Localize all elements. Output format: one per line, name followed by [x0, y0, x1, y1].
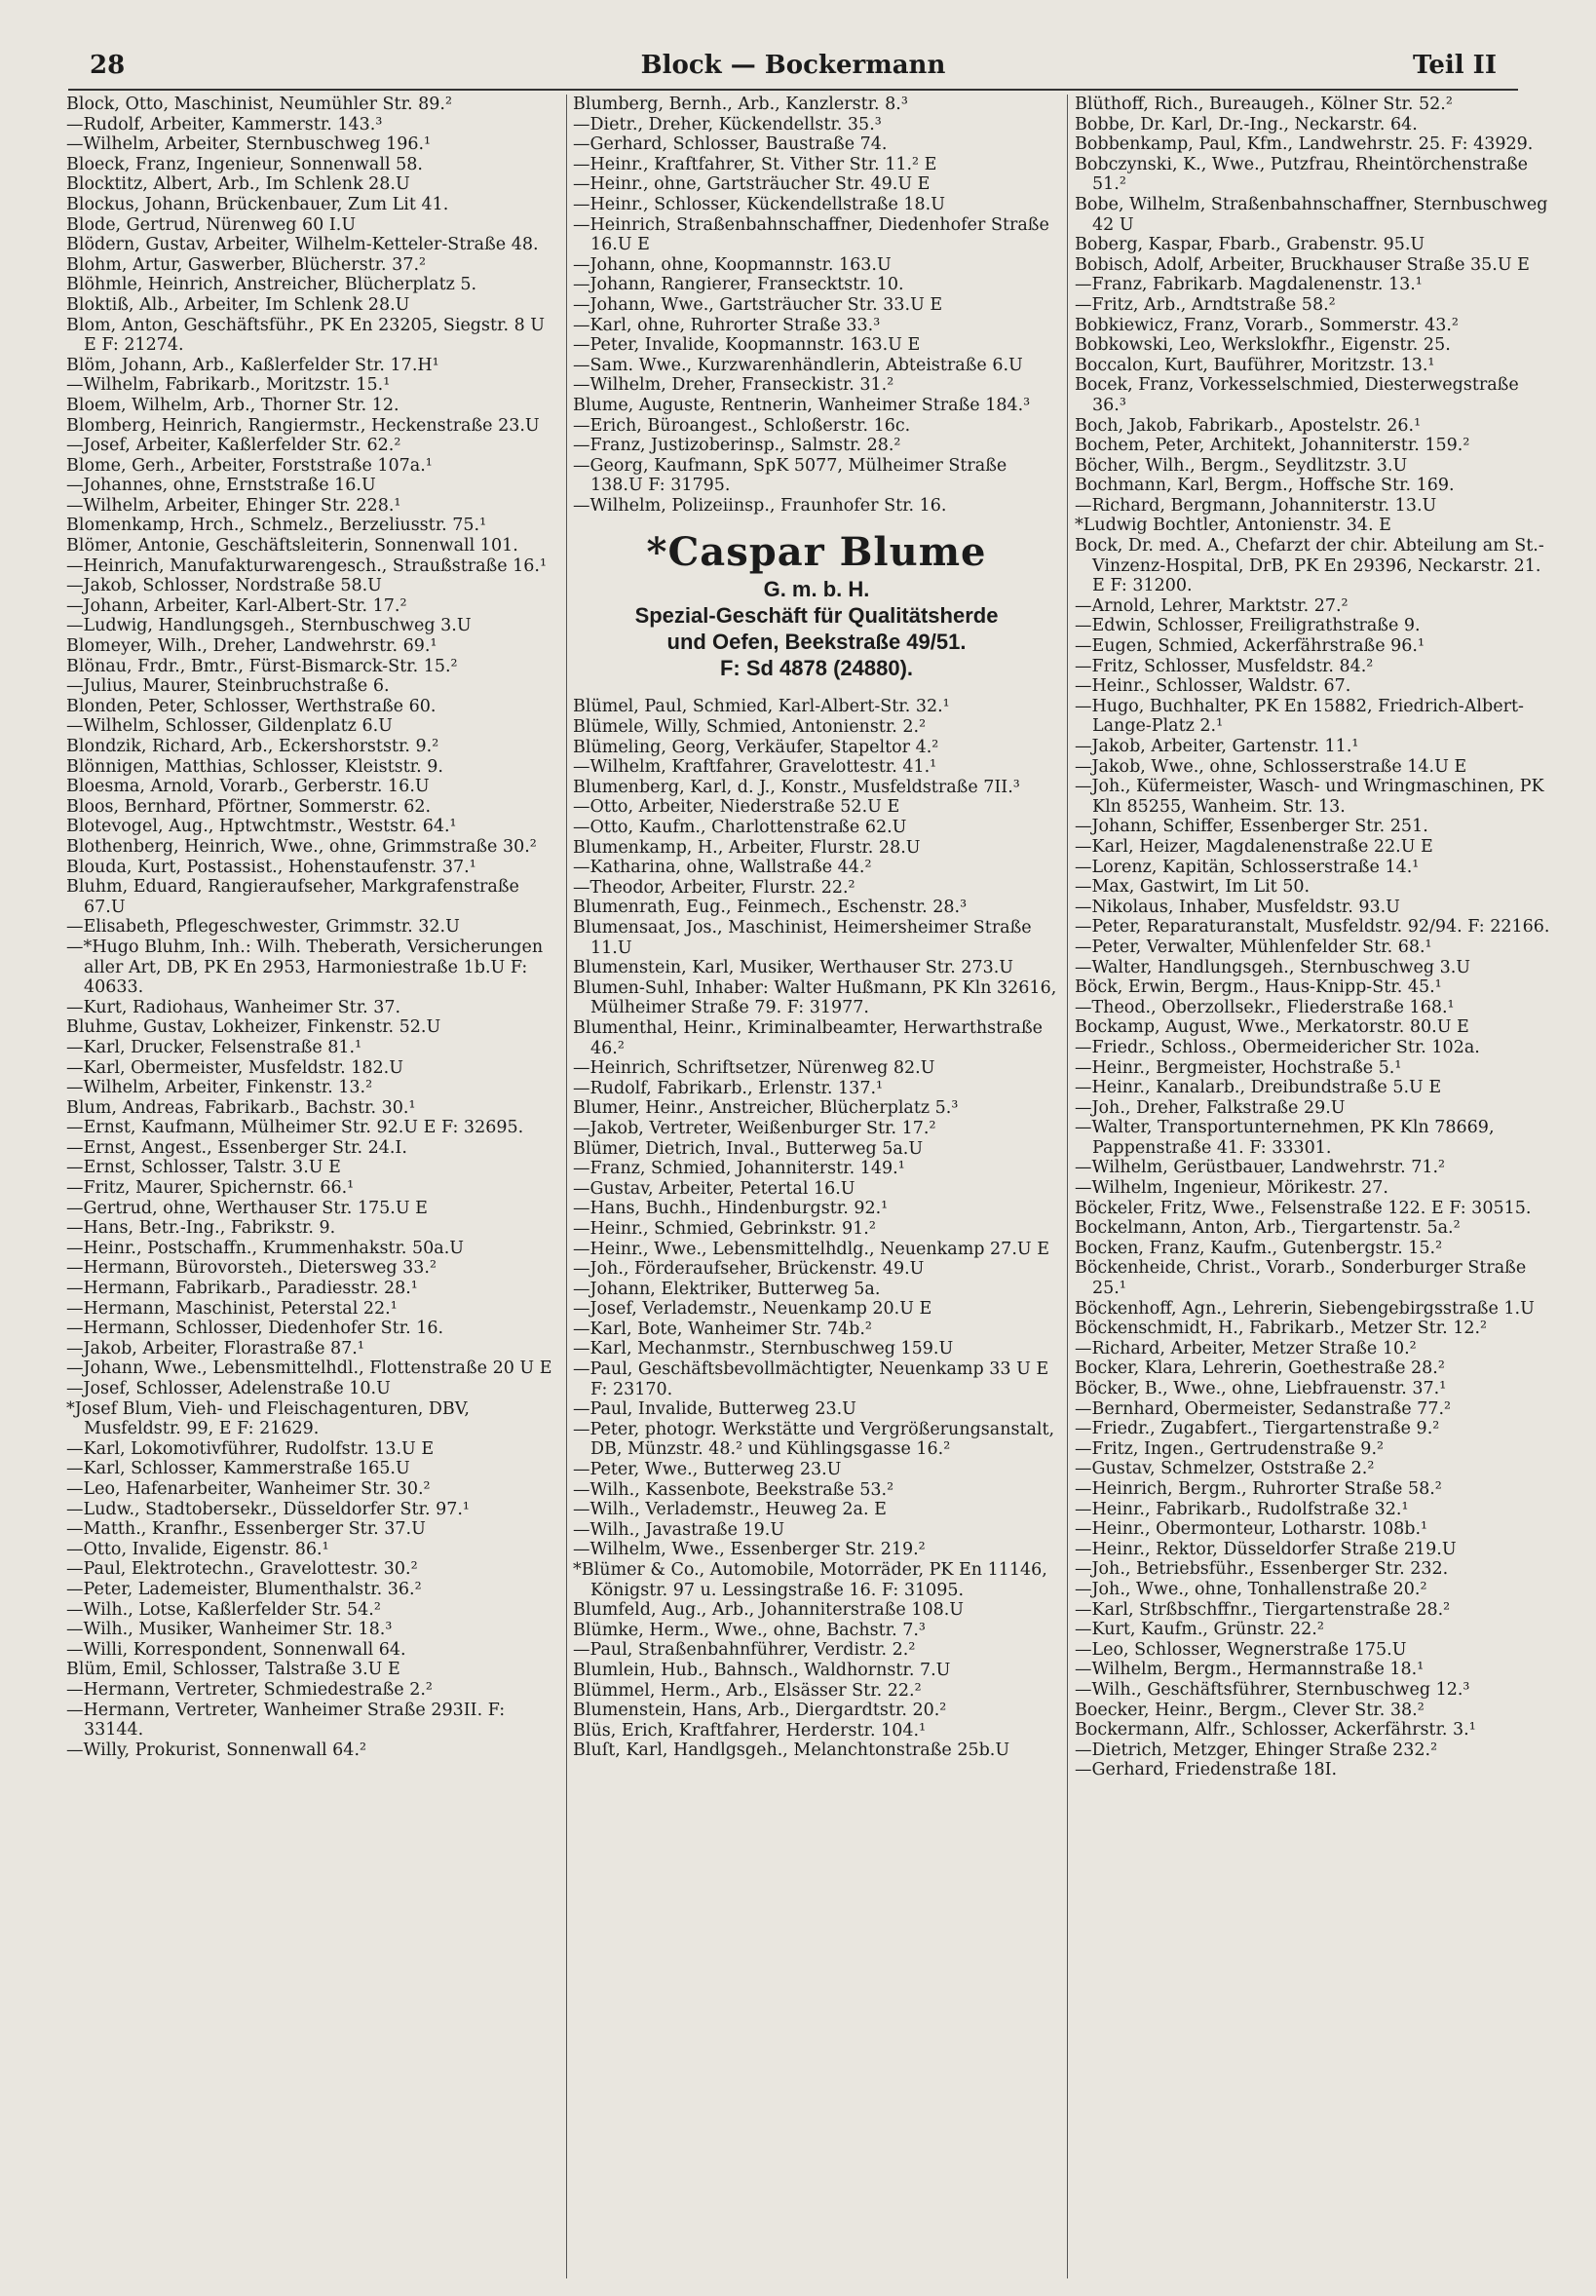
- directory-entry: —Peter, Wwe., Butterweg 23.U: [573, 1460, 842, 1480]
- column-3: [1075, 95, 1550, 2288]
- directory-entry: —Wilhelm, Polizeiinsp., Fraunhofer Str. 16.: [573, 495, 947, 516]
- directory-entry: Blumenkamp, H., Arbeiter, Flurstr. 28.U: [573, 837, 921, 858]
- directory-entry: —Peter, Reparaturanstalt, Musfeldstr. 92/94. F: 22166.: [1075, 917, 1550, 938]
- directory-entry: —Joh., Dreher, Falkstraße 29.U: [1075, 1097, 1346, 1118]
- directory-entry: Blondzik, Richard, Arb., Eckershorststr. 9.²: [66, 737, 439, 756]
- directory-entry: —Arnold, Lehrer, Marktstr. 27.²: [1075, 595, 1349, 616]
- directory-entry: —Paul, Elektrotechn., Gravelottestr. 30.²: [66, 1559, 418, 1580]
- directory-entry: —Peter, Lademeister, Blumenthalstr. 36.²: [66, 1579, 422, 1599]
- directory-entry: *Blümer & Co., Automobile, Motorräder, PK En 11146, Königstr. 97 u. Lessingstraße 16. F: 31095.: [573, 1560, 1047, 1600]
- directory-entry: —Fritz, Schlosser, Musfeldstr. 84.²: [1075, 656, 1374, 676]
- directory-entry: —Wilhelm, Arbeiter, Ehinger Str. 228.¹: [66, 495, 401, 516]
- directory-entry: —Otto, Invalide, Eigenstr. 86.¹: [66, 1539, 329, 1559]
- directory-entry: Böcher, Wilh., Bergm., Seydlitzstr. 3.U: [1075, 455, 1408, 476]
- directory-entry: Bloos, Bernhard, Pförtner, Sommerstr. 62.: [66, 796, 432, 817]
- directory-entry: —Heinr., Kraftfahrer, St. Vither Str. 11.² E: [573, 154, 937, 174]
- column-divider: [1067, 95, 1068, 2278]
- directory-entry: —Heinr., Postschaffn., Krummenhakstr. 50a.U: [66, 1238, 465, 1258]
- directory-entry: Blohm, Artur, Gaswerber, Blücherstr. 37.²: [66, 254, 427, 275]
- directory-entry: —Johann, Arbeiter, Karl-Albert-Str. 17.²: [66, 595, 407, 616]
- ad-description-line-2: und Oefen, Beekstraße 49/51.: [666, 630, 967, 655]
- directory-entry: —Paul, Geschäftsbevollmächtigter, Neuenkamp 33 U E F: 23170.: [573, 1359, 1049, 1399]
- directory-entry: Blomberg, Heinrich, Rangiermstr., Heckenstraße 23.U: [66, 415, 540, 436]
- directory-entry: Bluhm, Eduard, Rangieraufseher, Markgrafenstraße 67.U: [66, 877, 519, 917]
- directory-entry: —Paul, Invalide, Butterweg 23.U: [573, 1399, 856, 1420]
- directory-entry: Blümmel, Herm., Arb., Elsässer Str. 22.²: [573, 1680, 922, 1701]
- directory-entry: —Peter, photogr. Werkstätte und Vergrößerungsanstalt, DB, Münzstr. 48.² und Kühlingsgasse 16.²: [573, 1419, 1055, 1460]
- directory-entry: —Ernst, Schlosser, Talstr. 3.U E: [66, 1158, 341, 1178]
- directory-entry: —Wilh., Musiker, Wanheimer Str. 18.³: [66, 1620, 393, 1640]
- directory-entry: —Hugo, Buchhalter, PK En 15882, Friedrich-Albert-Lange-Platz 2.¹: [1075, 696, 1524, 737]
- directory-entry: Blödern, Gustav, Arbeiter, Wilhelm-Ketteler-Straße 48.: [66, 235, 539, 255]
- part-label: Teil II: [1412, 51, 1497, 80]
- directory-entry: —Johann, ohne, Koopmannstr. 163.U: [573, 254, 892, 275]
- directory-entry: —Josef, Verlademstr., Neuenkamp 20.U E: [573, 1299, 932, 1320]
- directory-entry: —Fritz, Arb., Arndtstraße 58.²: [1075, 294, 1336, 315]
- directory-entry: —Georg, Kaufmann, SpK 5077, Mülheimer Straße 138.U F: 31795.: [573, 455, 1007, 496]
- directory-entry: —Wilh., Lotse, Kaßlerfelder Str. 54.²: [66, 1599, 381, 1620]
- directory-entry: —Lorenz, Kapitän, Schlosserstraße 14.¹: [1075, 857, 1420, 877]
- directory-entry: —Johann, Schiffer, Essenberger Str. 251.: [1075, 817, 1428, 837]
- directory-entry: —Willi, Korrespondent, Sonnenwall 64.: [66, 1639, 406, 1660]
- directory-entry: —Heinr., Bergmeister, Hochstraße 5.¹: [1075, 1057, 1402, 1078]
- directory-entry: —Friedr., Schloss., Obermeidericher Str. 102a.: [1075, 1037, 1480, 1057]
- directory-entry: Bocker, Klara, Lehrerin, Goethestraße 28.²: [1075, 1358, 1445, 1379]
- directory-entry: —Johann, Rangierer, Fransecktstr. 10.: [573, 275, 904, 295]
- directory-entry: Blouda, Kurt, Postassist., Hohenstaufenstr. 37.¹: [66, 857, 476, 877]
- ad-company-form: G. m. b. H.: [763, 577, 870, 602]
- directory-entry: Bloktiß, Alb., Arbeiter, Im Schlenk 28.U: [66, 294, 410, 315]
- directory-entry: Boecker, Heinr., Bergm., Clever Str. 38.²: [1075, 1700, 1425, 1720]
- directory-entry: —Ernst, Kaufmann, Mülheimer Str. 92.U E F: 32695.: [66, 1118, 524, 1138]
- directory-entry: Blocktitz, Albert, Arb., Im Schlenk 28.U: [66, 174, 410, 195]
- page-header: [68, 51, 1518, 90]
- directory-entry: —Jakob, Arbeiter, Gartenstr. 11.¹: [1075, 737, 1359, 756]
- directory-entry: —Heinr., Fabrikarb., Rudolfstraße 32.¹: [1075, 1499, 1409, 1519]
- directory-entry: —Kurt, Radiohaus, Wanheimer Str. 37.: [66, 997, 401, 1017]
- directory-entry: Bockermann, Alfr., Schlosser, Ackerfährstr. 3.¹: [1075, 1720, 1476, 1741]
- directory-entry: Blotevogel, Aug., Hptwchtmstr., Weststr. 64.¹: [66, 817, 457, 837]
- directory-entry: —Katharina, ohne, Wallstraße 44.²: [573, 858, 872, 878]
- directory-entry: Bockelmann, Anton, Arb., Tiergartenstr. 5a.²: [1075, 1218, 1461, 1239]
- directory-entry: Bobbe, Dr. Karl, Dr.-Ing., Neckarstr. 64.: [1075, 114, 1418, 134]
- page-number: 28: [90, 51, 126, 80]
- directory-entry: Blumenrath, Eug., Feinmech., Eschenstr. 28.³: [573, 898, 968, 918]
- directory-entry: Böckeler, Fritz, Wwe., Felsenstraße 122. E F: 30515.: [1075, 1198, 1532, 1218]
- directory-entry: —Johann, Wwe., Lebensmittelhdl., Flottenstraße 20 U E: [66, 1358, 552, 1379]
- directory-entry: —Wilhelm, Bergm., Hermannstraße 18.¹: [1075, 1660, 1425, 1680]
- directory-entry: —Bernhard, Obermeister, Sedanstraße 77.²: [1075, 1398, 1452, 1419]
- directory-entry: —Wilhelm, Arbeiter, Sternbuschweg 196.¹: [66, 134, 432, 155]
- directory-entry: —Hermann, Vertreter, Wanheimer Straße 293II. F: 33144.: [66, 1700, 506, 1741]
- directory-entry: —Matth., Kranfhr., Essenberger Str. 37.U: [66, 1519, 426, 1540]
- directory-entry: Blonden, Peter, Schlosser, Werthstraße 60.: [66, 696, 437, 716]
- directory-entry: —Heinrich, Straßenbahnschaffner, Diedenhofer Straße 16.U E: [573, 214, 1049, 255]
- directory-entry: —Eugen, Schmied, Ackerfährstraße 96.¹: [1075, 636, 1425, 657]
- directory-entry: Blöm, Johann, Arb., Kaßlerfelder Str. 17.H¹: [66, 355, 439, 375]
- directory-entry: Bobczynski, K., Wwe., Putzfrau, Rheintörchenstraße 51.²: [1075, 154, 1528, 195]
- directory-entry: Blode, Gertrud, Nürenweg 60 I.U: [66, 214, 357, 235]
- directory-entry: —Johannes, ohne, Ernststraße 16.U: [66, 476, 376, 496]
- directory-entry: Bocken, Franz, Kaufm., Gutenbergstr. 15.²: [1075, 1238, 1443, 1258]
- directory-entry: —Johann, Elektriker, Butterweg 5a.: [573, 1279, 881, 1299]
- directory-entry: —Franz, Fabrikarb. Magdalenenstr. 13.¹: [1075, 275, 1423, 295]
- directory-entry: —Friedr., Zugabfert., Tiergartenstraße 9.²: [1075, 1419, 1440, 1439]
- directory-entry: Bloesma, Arnold, Vorarb., Gerberstr. 16.U: [66, 777, 430, 797]
- directory-entry: Blömer, Antonie, Geschäftsleiterin, Sonnenwall 101.: [66, 536, 518, 556]
- directory-entry: —Gustav, Schmelzer, Oststraße 2.²: [1075, 1459, 1375, 1479]
- directory-entry: —Hermann, Fabrikarb., Paradiesstr. 28.¹: [66, 1279, 418, 1299]
- directory-entry: Blomeyer, Wilh., Dreher, Landwehrstr. 69.¹: [66, 636, 437, 657]
- directory-entry: —Jakob, Arbeiter, Florastraße 87.¹: [66, 1338, 364, 1358]
- directory-entry: Blumensaat, Jos., Maschinist, Heimersheimer Straße 11.U: [573, 918, 1032, 958]
- directory-entry: Blumenthal, Heinr., Kriminalbeamter, Herwarthstraße 46.²: [573, 1017, 1044, 1058]
- directory-entry: —*Hugo Bluhm, Inh.: Wilh. Theberath, Versicherungen aller Art, DB, PK En 2953, Harmoniestraße 1b.U F: 40633.: [66, 937, 544, 998]
- directory-entry: Blumen-Suhl, Inhaber: Walter Hußmann, PK Kln 32616, Mülheimer Straße 79. F: 31977.: [573, 977, 1057, 1018]
- directory-entry: Blümeling, Georg, Verkäufer, Stapeltor 4.²: [573, 737, 939, 757]
- directory-entry: —Wilhelm, Ingenieur, Mörikestr. 27.: [1075, 1178, 1388, 1199]
- caspar-blume-advertisement: [573, 529, 1060, 681]
- directory-entry: —Peter, Verwalter, Mühlenfelder Str. 68.¹: [1075, 937, 1432, 957]
- directory-entry: *Josef Blum, Vieh- und Fleischagenturen, DBV, Musfeldstr. 99, E F: 21629.: [66, 1398, 470, 1439]
- directory-entry: —Karl, Mechanmstr., Sternbuschweg 159.U: [573, 1339, 954, 1359]
- directory-entry: —Jakob, Wwe., ohne, Schlosserstraße 14.U E: [1075, 756, 1467, 777]
- directory-entry: —Gustav, Arbeiter, Petertal 16.U: [573, 1178, 855, 1199]
- directory-entry: Boccalon, Kurt, Bauführer, Moritzstr. 13.¹: [1075, 355, 1435, 375]
- directory-entry: —Ludwig, Handlungsgeh., Sternbuschweg 3.U: [66, 616, 472, 636]
- directory-entry: —Hermann, Schlosser, Diedenhofer Str. 16.: [66, 1319, 444, 1339]
- directory-entry: —Karl, Heizer, Magdalenenstraße 22.U E: [1075, 836, 1433, 857]
- directory-entry: Blümel, Paul, Schmied, Karl-Albert-Str. 32.¹: [573, 697, 950, 717]
- directory-entry: —Heinr., Rektor, Düsseldorfer Straße 219.U: [1075, 1539, 1457, 1559]
- directory-entry: —Rudolf, Fabrikarb., Erlenstr. 137.¹: [573, 1078, 884, 1098]
- directory-entry: Böcker, B., Wwe., ohne, Liebfrauenstr. 37.¹: [1075, 1379, 1447, 1398]
- directory-entry: Blönau, Frdr., Bmtr., Fürst-Bismarck-Str. 15.²: [66, 656, 458, 676]
- directory-entry: —Leo, Schlosser, Wegnerstraße 175.U: [1075, 1639, 1407, 1660]
- directory-entry: —Jakob, Vertreter, Weißenburger Str. 17.²: [573, 1118, 936, 1138]
- directory-entry: —Edwin, Schlosser, Freiligrathstraße 9.: [1075, 616, 1421, 636]
- directory-entry: Blume, Auguste, Rentnerin, Wanheimer Straße 184.³: [573, 395, 1031, 415]
- directory-entry: Bocek, Franz, Vorkesselschmied, Diesterwegstraße 36.³: [1075, 375, 1519, 415]
- directory-entry: —Karl, Schlosser, Kammerstraße 165.U: [66, 1459, 410, 1479]
- directory-entry: Blumfeld, Aug., Arb., Johanniterstraße 108.U: [573, 1600, 965, 1621]
- directory-entry: —Wilh., Geschäftsführer, Sternbuschweg 12.³: [1075, 1679, 1470, 1700]
- directory-entry: —Theod., Oberzollsekr., Fliederstraße 168.¹: [1075, 997, 1455, 1017]
- directory-entry: Blumer, Heinr., Anstreicher, Blücherplatz 5.³: [573, 1098, 959, 1119]
- directory-entry: Blumlein, Hub., Bahnsch., Waldhornstr. 7.U: [573, 1660, 951, 1680]
- directory-entry: —Fritz, Ingen., Gertrudenstraße 9.²: [1075, 1438, 1385, 1459]
- directory-entry: Bloeck, Franz, Ingenieur, Sonnenwall 58.: [66, 154, 423, 174]
- directory-entry: —Rudolf, Arbeiter, Kammerstr. 143.³: [66, 114, 383, 134]
- directory-entry: —Heinrich, Schriftsetzer, Nürenweg 82.U: [573, 1058, 935, 1079]
- directory-entry: —Elisabeth, Pflegeschwester, Grimmstr. 32.U: [66, 917, 460, 938]
- directory-entry: Blümer, Dietrich, Inval., Butterweg 5a.U: [573, 1138, 924, 1159]
- directory-entry: Bock, Dr. med. A., Chefarzt der chir. Abteilung am St.-Vinzenz-Hospital, DrB, PK En 29396, Neckarstr. 21. E F: 31200.: [1075, 536, 1544, 596]
- directory-entry: Bobe, Wilhelm, Straßenbahnschaffner, Sternbuschweg 42 U: [1075, 194, 1548, 235]
- directory-entry: Blümele, Willy, Schmied, Antonienstr. 2.²: [573, 717, 927, 738]
- directory-entry: Böckenhoff, Agn., Lehrerin, Siebengebirgsstraße 1.U: [1075, 1298, 1535, 1319]
- directory-entry: Blomenkamp, Hrch., Schmelz., Berzeliusstr. 75.¹: [66, 516, 487, 536]
- directory-entry: —Hans, Buchh., Hindenburgstr. 92.¹: [573, 1199, 889, 1219]
- directory-entry: Bobkowski, Leo, Werkslokfhr., Eigenstr. 25.: [1075, 335, 1451, 356]
- directory-entry: —Dietr., Dreher, Kückendellstr. 35.³: [573, 114, 882, 134]
- directory-entry: Blum, Andreas, Fabrikarb., Bachstr. 30.¹: [66, 1097, 416, 1118]
- directory-entry: —Heinr., ohne, Gartsträucher Str. 49.U E: [573, 174, 931, 195]
- directory-entry: —Hermann, Maschinist, Peterstal 22.¹: [66, 1298, 398, 1319]
- directory-entry: —Paul, Straßenbahnführer, Verdistr. 2.²: [573, 1640, 916, 1661]
- directory-entry: —Gerhard, Friedenstraße 18I.: [1075, 1760, 1338, 1780]
- directory-entry: —Joh., Küfermeister, Wasch- und Wringmaschinen, PK Kln 85255, Wanheim. Str. 13.: [1075, 777, 1544, 817]
- directory-entry: Bockamp, August, Wwe., Merkatorstr. 80.U E: [1075, 1017, 1469, 1038]
- directory-entry: —Wilhelm, Wwe., Essenberger Str. 219.²: [573, 1540, 926, 1560]
- directory-entry: Blönnigen, Matthias, Schlosser, Kleiststr. 9.: [66, 756, 443, 777]
- column-2: [573, 95, 1060, 2288]
- page-range-title: Block — Bockermann: [640, 51, 946, 80]
- directory-entry: Böckenheide, Christ., Vorarb., Sonderburger Straße 25.¹: [1075, 1258, 1527, 1299]
- directory-entry: Bochmann, Karl, Bergm., Hoffsche Str. 169.: [1075, 476, 1455, 496]
- directory-entry: —Heinr., Wwe., Lebensmittelhdlg., Neuenkamp 27.U E: [573, 1239, 1049, 1259]
- ad-description-line-1: Spezial-Geschäft für Qualitätsherde: [634, 603, 999, 629]
- directory-entry: Bluhme, Gustav, Lokheizer, Finkenstr. 52.U: [66, 1017, 441, 1038]
- directory-entry: —Karl, Bote, Wanheimer Str. 74b.²: [573, 1319, 872, 1339]
- directory-entry: —Richard, Bergmann, Johanniterstr. 13.U: [1075, 495, 1437, 516]
- directory-entry: —Joh., Betriebsführ., Essenberger Str. 232.: [1075, 1559, 1449, 1580]
- directory-entry: —Gerhard, Schlosser, Baustraße 74.: [573, 134, 888, 155]
- directory-entry: —Jakob, Schlosser, Nordstraße 58.U: [66, 576, 382, 596]
- directory-entry: Bobbenkamp, Paul, Kfm., Landwehrstr. 25. F: 43929.: [1075, 134, 1534, 155]
- directory-entry: —Wilh., Verlademstr., Heuweg 2a. E: [573, 1500, 887, 1520]
- directory-entry: Blom, Anton, Geschäftsführ., PK En 23205, Siegstr. 8 U E F: 21274.: [66, 315, 546, 356]
- ad-phone: F: Sd 4878 (24880).: [719, 656, 914, 681]
- directory-entry: —Franz, Schmied, Johanniterstr. 149.¹: [573, 1159, 905, 1179]
- directory-entry: Blüm, Emil, Schlosser, Talstraße 3.U E: [66, 1660, 400, 1680]
- directory-entry: —Heinr., Schlosser, Kückendellstraße 18.U: [573, 194, 945, 214]
- directory-entry: Böck, Erwin, Bergm., Haus-Knipp-Str. 45.¹: [1075, 977, 1442, 998]
- directory-entry: —Gertrud, ohne, Werthauser Str. 175.U E: [66, 1198, 428, 1218]
- directory-entry: Böckenschmidt, H., Fabrikarb., Metzer Str. 12.²: [1075, 1319, 1488, 1339]
- directory-entry: Blüthoff, Rich., Bureaugeh., Kölner Str. 52.²: [1075, 95, 1453, 114]
- directory-entry: —Nikolaus, Inhaber, Musfeldstr. 93.U: [1075, 897, 1400, 917]
- directory-entry: *Ludwig Bochtler, Antonienstr. 34. E: [1075, 516, 1391, 536]
- directory-entry: —Ludw., Stadtobersekr., Düsseldorfer Str. 97.¹: [66, 1499, 470, 1519]
- directory-entry: Blumenstein, Hans, Arb., Diergardtstr. 20.²: [573, 1701, 947, 1721]
- directory-entry: Bobkiewicz, Franz, Vorarb., Sommerstr. 43.²: [1075, 315, 1459, 335]
- directory-entry: Blüs, Erich, Kraftfahrer, Herderstr. 104.¹: [573, 1720, 927, 1741]
- directory-entry: —Wilhelm, Arbeiter, Finkenstr. 13.²: [66, 1078, 373, 1098]
- directory-entry: Blumberg, Bernh., Arb., Kanzlerstr. 8.³: [573, 95, 908, 114]
- directory-entry: —Karl, Obermeister, Musfeldstr. 182.U: [66, 1057, 403, 1078]
- directory-entry: —Ernst, Angest., Essenberger Str. 24.I.: [66, 1137, 407, 1158]
- directory-entry: —Max, Gastwirt, Im Lit 50.: [1075, 877, 1311, 898]
- directory-entry: —Joh., Förderaufseher, Brückenstr. 49.U: [573, 1259, 925, 1280]
- directory-entry: —Hermann, Vertreter, Schmiedestraße 2.²: [66, 1679, 433, 1700]
- directory-entry: —Heinr., Kanalarb., Dreibundstraße 5.U E: [1075, 1078, 1442, 1098]
- directory-entry: Blome, Gerh., Arbeiter, Forststraße 107a.¹: [66, 455, 433, 476]
- directory-entry: —Kurt, Kaufm., Grünstr. 22.²: [1075, 1620, 1324, 1640]
- directory-entry: —Karl, ohne, Ruhrorter Straße 33.³: [573, 315, 881, 335]
- directory-entry: —Wilh., Kassenbote, Beekstraße 53.²: [573, 1479, 894, 1500]
- directory-entry: —Karl, Strßbschffnr., Tiergartenstraße 28.²: [1075, 1599, 1451, 1620]
- directory-entry: Boch, Jakob, Fabrikarb., Apostelstr. 26.¹: [1075, 415, 1422, 436]
- directory-entry: —Heinr., Schlosser, Waldstr. 67.: [1075, 676, 1351, 697]
- directory-entry: —Wilhelm, Gerüstbauer, Landwehrstr. 71.²: [1075, 1158, 1446, 1178]
- directory-entry: —Franz, Justizoberinsp., Salmstr. 28.²: [573, 436, 901, 456]
- directory-entry: —Erich, Büroangest., Schloßerstr. 16c.: [573, 415, 911, 436]
- directory-entry: —Walter, Handlungsgeh., Sternbuschweg 3.U: [1075, 957, 1471, 977]
- directory-entry: —Hans, Betr.-Ing., Fabrikstr. 9.: [66, 1218, 336, 1239]
- directory-entry: —Theodor, Arbeiter, Flurstr. 22.²: [573, 877, 855, 898]
- column-1: [66, 95, 561, 2288]
- directory-entry: Blockus, Johann, Brückenbauer, Zum Lit 41.: [66, 194, 449, 214]
- directory-entry: Blumenstein, Karl, Musiker, Werthauser Str. 273.U: [573, 958, 1014, 978]
- directory-entry: —Heinr., Obermonteur, Lotharstr. 108b.¹: [1075, 1519, 1428, 1540]
- directory-entry: —Wilhelm, Dreher, Franseckistr. 31.²: [573, 375, 894, 396]
- directory-entry: —Otto, Arbeiter, Niederstraße 52.U E: [573, 797, 900, 818]
- directory-entry: —Josef, Schlosser, Adelenstraße 10.U: [66, 1379, 391, 1398]
- directory-entry: —Willy, Prokurist, Sonnenwall 64.²: [66, 1740, 367, 1760]
- directory-entry: —Leo, Hafenarbeiter, Wanheimer Str. 30.²: [66, 1478, 431, 1499]
- directory-entry: Block, Otto, Maschinist, Neumühler Str. 89.²: [66, 95, 452, 114]
- directory-entry: —Wilhelm, Schlosser, Gildenplatz 6.U: [66, 716, 393, 737]
- directory-entry: —Heinrich, Manufakturwarengesch., Straußstraße 16.¹: [66, 555, 547, 576]
- directory-entry: Bochem, Peter, Architekt, Johanniterstr. 159.²: [1075, 436, 1470, 456]
- header-rule: [68, 89, 1518, 91]
- directory-entry: —Joh., Wwe., ohne, Tonhallenstraße 20.²: [1075, 1579, 1427, 1599]
- directory-entry: —Karl, Drucker, Felsenstraße 81.¹: [66, 1037, 362, 1057]
- directory-entry: Bobisch, Adolf, Arbeiter, Bruckhauser Straße 35.U E: [1075, 254, 1530, 275]
- directory-entry: —Fritz, Maurer, Spichernstr. 66.¹: [66, 1178, 355, 1199]
- directory-entry: —Sam. Wwe., Kurzwarenhändlerin, Abteistraße 6.U: [573, 355, 1023, 375]
- directory-entry: —Wilh., Javastraße 19.U: [573, 1519, 785, 1540]
- directory-entry: Blothenberg, Heinrich, Wwe., ohne, Grimmstraße 30.²: [66, 836, 537, 857]
- directory-entry: —Walter, Transportunternehmen, PK Kln 78669, Pappenstraße 41. F: 33301.: [1075, 1118, 1495, 1158]
- directory-entry: —Hermann, Bürovorsteh., Dietersweg 33.²: [66, 1258, 437, 1279]
- directory-entry: —Peter, Invalide, Koopmannstr. 163.U E: [573, 335, 921, 356]
- directory-entry: —Otto, Kaufm., Charlottenstraße 62.U: [573, 818, 907, 838]
- directory-entry: —Heinrich, Bergm., Ruhrorter Straße 58.²: [1075, 1478, 1442, 1499]
- directory-entry: Bluſt, Karl, Handlgsgeh., Melanchtonstraße 25b.U: [573, 1741, 1010, 1761]
- directory-entry: —Josef, Arbeiter, Kaßlerfelder Str. 62.²: [66, 436, 401, 456]
- directory-entry: —Wilhelm, Fabrikarb., Moritzstr. 15.¹: [66, 375, 391, 396]
- column-divider: [566, 95, 567, 2278]
- ad-company-name: *Caspar Blume: [646, 529, 987, 576]
- directory-entry: Bloem, Wilhelm, Arb., Thorner Str. 12.: [66, 395, 399, 415]
- directory-entry: —Dietrich, Metzger, Ehinger Straße 232.²: [1075, 1740, 1438, 1760]
- directory-entry: —Heinr., Schmied, Gebrinkstr. 91.²: [573, 1218, 876, 1239]
- directory-entry: —Richard, Arbeiter, Metzer Straße 10.²: [1075, 1338, 1417, 1358]
- directory-entry: —Karl, Lokomotivführer, Rudolfstr. 13.U E: [66, 1438, 435, 1459]
- directory-entry: —Julius, Maurer, Steinbruchstraße 6.: [66, 676, 390, 697]
- directory-entry: —Wilhelm, Kraftfahrer, Gravelottestr. 41.¹: [573, 757, 937, 778]
- directory-entry: —Johann, Wwe., Gartsträucher Str. 33.U E: [573, 294, 943, 315]
- directory-entry: Blöhmle, Heinrich, Anstreicher, Blücherplatz 5.: [66, 275, 477, 295]
- directory-entry: Blümke, Herm., Wwe., ohne, Bachstr. 7.³: [573, 1620, 926, 1640]
- directory-entry: Blumenberg, Karl, d. J., Konstr., Musfeldstraße 7II.³: [573, 777, 1020, 797]
- directory-entry: Boberg, Kaspar, Fbarb., Grabenstr. 95.U: [1075, 235, 1425, 255]
